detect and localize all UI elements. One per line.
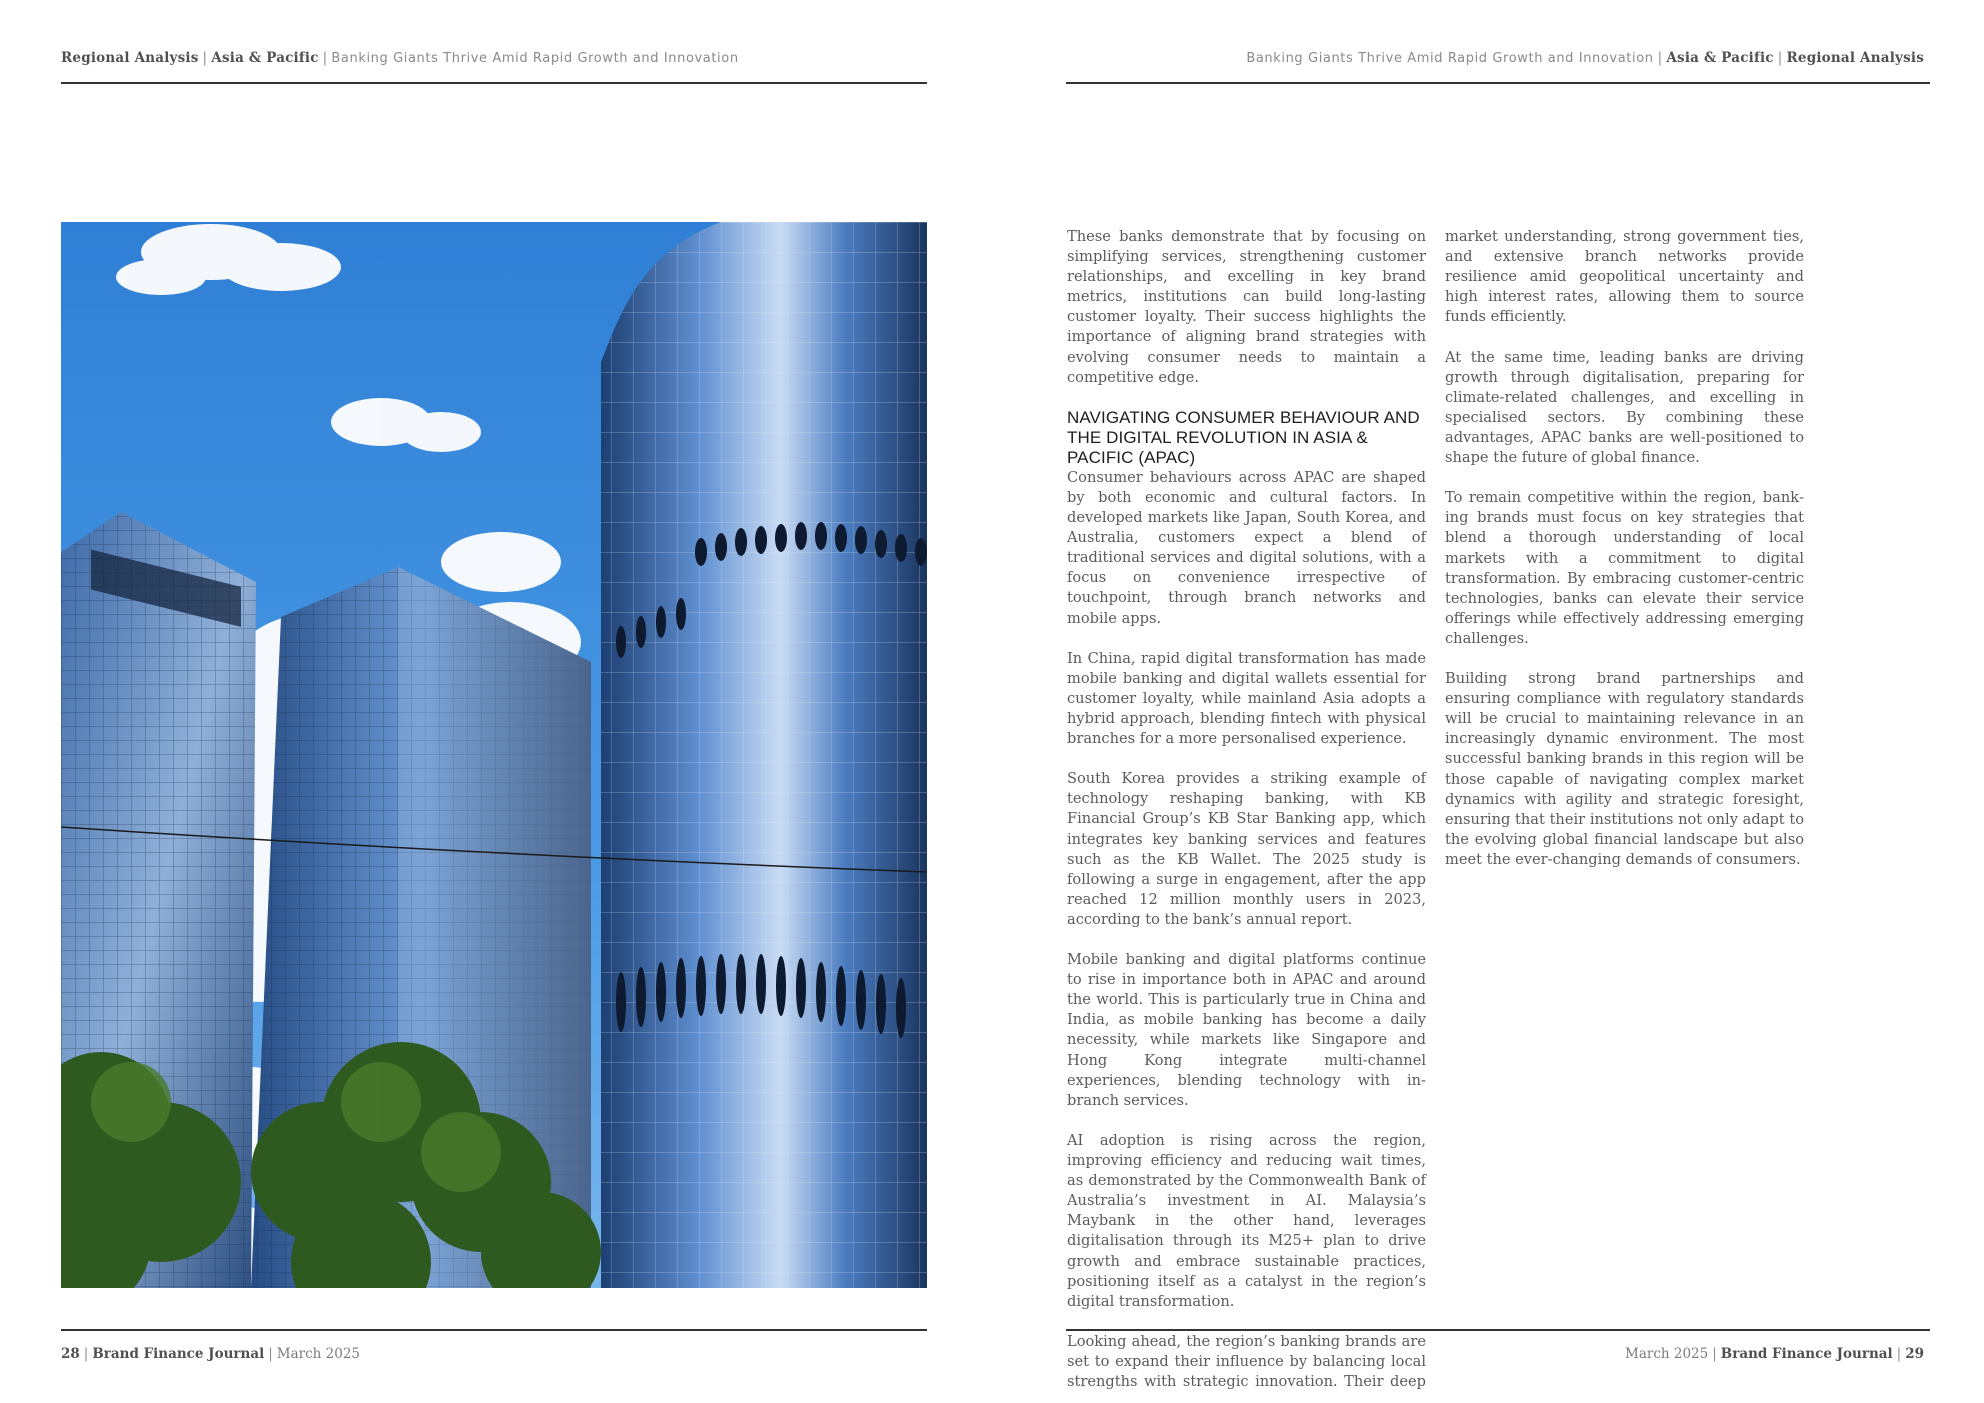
body-paragraph: Looking ahead, the region’s banking brands are set to expand their influence by balancing local strengths with strategic innovation. Their deep [1067, 1332, 1426, 1391]
body-paragraph: South Korea provides a striking example of technology reshaping banking, with KB Financial Group’s KB Star Banking app, which integrates key banking services and features such as the KB Wallet. The 2025 study is following a surge in engagement, after the app reached 12 million monthly users in 2023, according to the bank’s annual report. [1067, 770, 1426, 928]
body-paragraph: Mobile banking and digital platforms continue to rise in importance both in APAC and around the world. This is particularly true in China and India, as mobile banking has become a daily necessity, while markets like Singapore and Hong Kong integrate multi-channel experiences, blending technology with in-branch services. [1067, 951, 1426, 1109]
header-rule-left [61, 82, 927, 84]
body-paragraph: To remain competitive within the region, banking brands must focus on key strategies that blend a thorough understanding of local markets with a commitment to digital transformation. By embracing customer-centric technologies, banks can elevate their service offerings while effectively addressing emerging challenges. [1445, 489, 1804, 647]
issue-date: March 2025 [276, 1346, 360, 1362]
body-paragraph: AI adoption is rising across the region, improving efficiency and reducing wait times, as demonstrated by the Commonwealth Bank of Australia’s investment in AI. Malaysia’s Maybank in the other hand, leverages digitalisation through its M25+ plan to drive growth and embrace sustainable practices, positioning itself as a catalyst in the region’s digital transformation. [1067, 1131, 1426, 1310]
header-section: Regional Analysis [61, 50, 199, 66]
article-column-2 [1445, 227, 1804, 890]
intro-paragraph: These banks demonstrate that by focusing on simplifying services, strengthening customer relationships, and excelling in key brand metrics, institutions can build long-lasting customer loyalty. Their success highlights the importance of aligning brand strategies with evolving consumer needs to maintain a competitive edge. [1067, 228, 1426, 386]
header-rule-right [1066, 82, 1930, 84]
header-region: Asia & Pacific [211, 50, 319, 66]
body-paragraph: Consumer behaviours across APAC are shaped by both economic and cultural factors. In developed markets like Japan, South Korea, and Australia, customers expect a blend of traditional services and digital solutions, with a focus on convenience irrespective of touchpoint, through branch networks and mobile apps. [1067, 468, 1426, 627]
footer-rule-right [1066, 1329, 1930, 1331]
section-heading: NAVIGATING CONSUMER BEHAVIOUR AND THE DIGITAL REVOLUTION IN ASIA & PACIFIC (APAC) [1067, 407, 1420, 467]
body-paragraph: Building strong brand partnerships and ensuring compliance with regulatory standards will be crucial to maintaining relevance in an increasingly dynamic environment. The most successful banking brands in this region will be those capable of navigating complex market dynamics with agility and strategic foresight, ensuring that their institutions not only adapt to the evolving global financial landscape but also meet the ever-changing demands of consumers. [1445, 670, 1804, 868]
footer-right: March 2025 | Brand Finance Journal | 29 [1625, 1346, 1924, 1362]
header-region: Asia & Pacific [1666, 50, 1774, 66]
running-header-left: Regional Analysis | Asia & Pacific | Banking Giants Thrive Amid Rapid Growth and Innovation [61, 50, 739, 66]
footer-left: 28 | Brand Finance Journal | March 2025 [61, 1346, 360, 1362]
publication-name: Brand Finance Journal [1720, 1346, 1893, 1362]
header-title: Banking Giants Thrive Amid Rapid Growth and Innovation [1246, 51, 1654, 66]
skyscrapers-photo [61, 222, 927, 1288]
header-title: Banking Giants Thrive Amid Rapid Growth and Innovation [331, 51, 739, 66]
running-header-right: Banking Giants Thrive Amid Rapid Growth and Innovation | Asia & Pacific | Regional Analysis [1246, 50, 1924, 66]
page-number: 28 [61, 1346, 80, 1362]
issue-date: March 2025 [1625, 1346, 1709, 1362]
header-section: Regional Analysis [1786, 50, 1924, 66]
body-paragraph: In China, rapid digital transformation has made mobile banking and digital wallets essential for customer loyalty, while mainland Asia adopts a hybrid approach, blending fintech with physical branches for a more personalised experience. [1067, 649, 1426, 748]
publication-name: Brand Finance Journal [92, 1346, 265, 1362]
page-number: 29 [1905, 1346, 1924, 1362]
body-paragraph: At the same time, leading banks are driving growth through digitalisation, preparing for climate-related challenges, and excelling in specialised sectors. By combining these advantages, APAC banks are well-positioned to shape the future of global finance. [1445, 348, 1804, 467]
article-column-1 [1067, 227, 1426, 1393]
footer-rule-left [61, 1329, 927, 1331]
body-paragraph-continued: market understanding, strong government ties, and extensive branch networks provide resilience amid geopolitical uncertainty and high interest rates, allowing them to source funds efficiently. [1445, 228, 1804, 326]
